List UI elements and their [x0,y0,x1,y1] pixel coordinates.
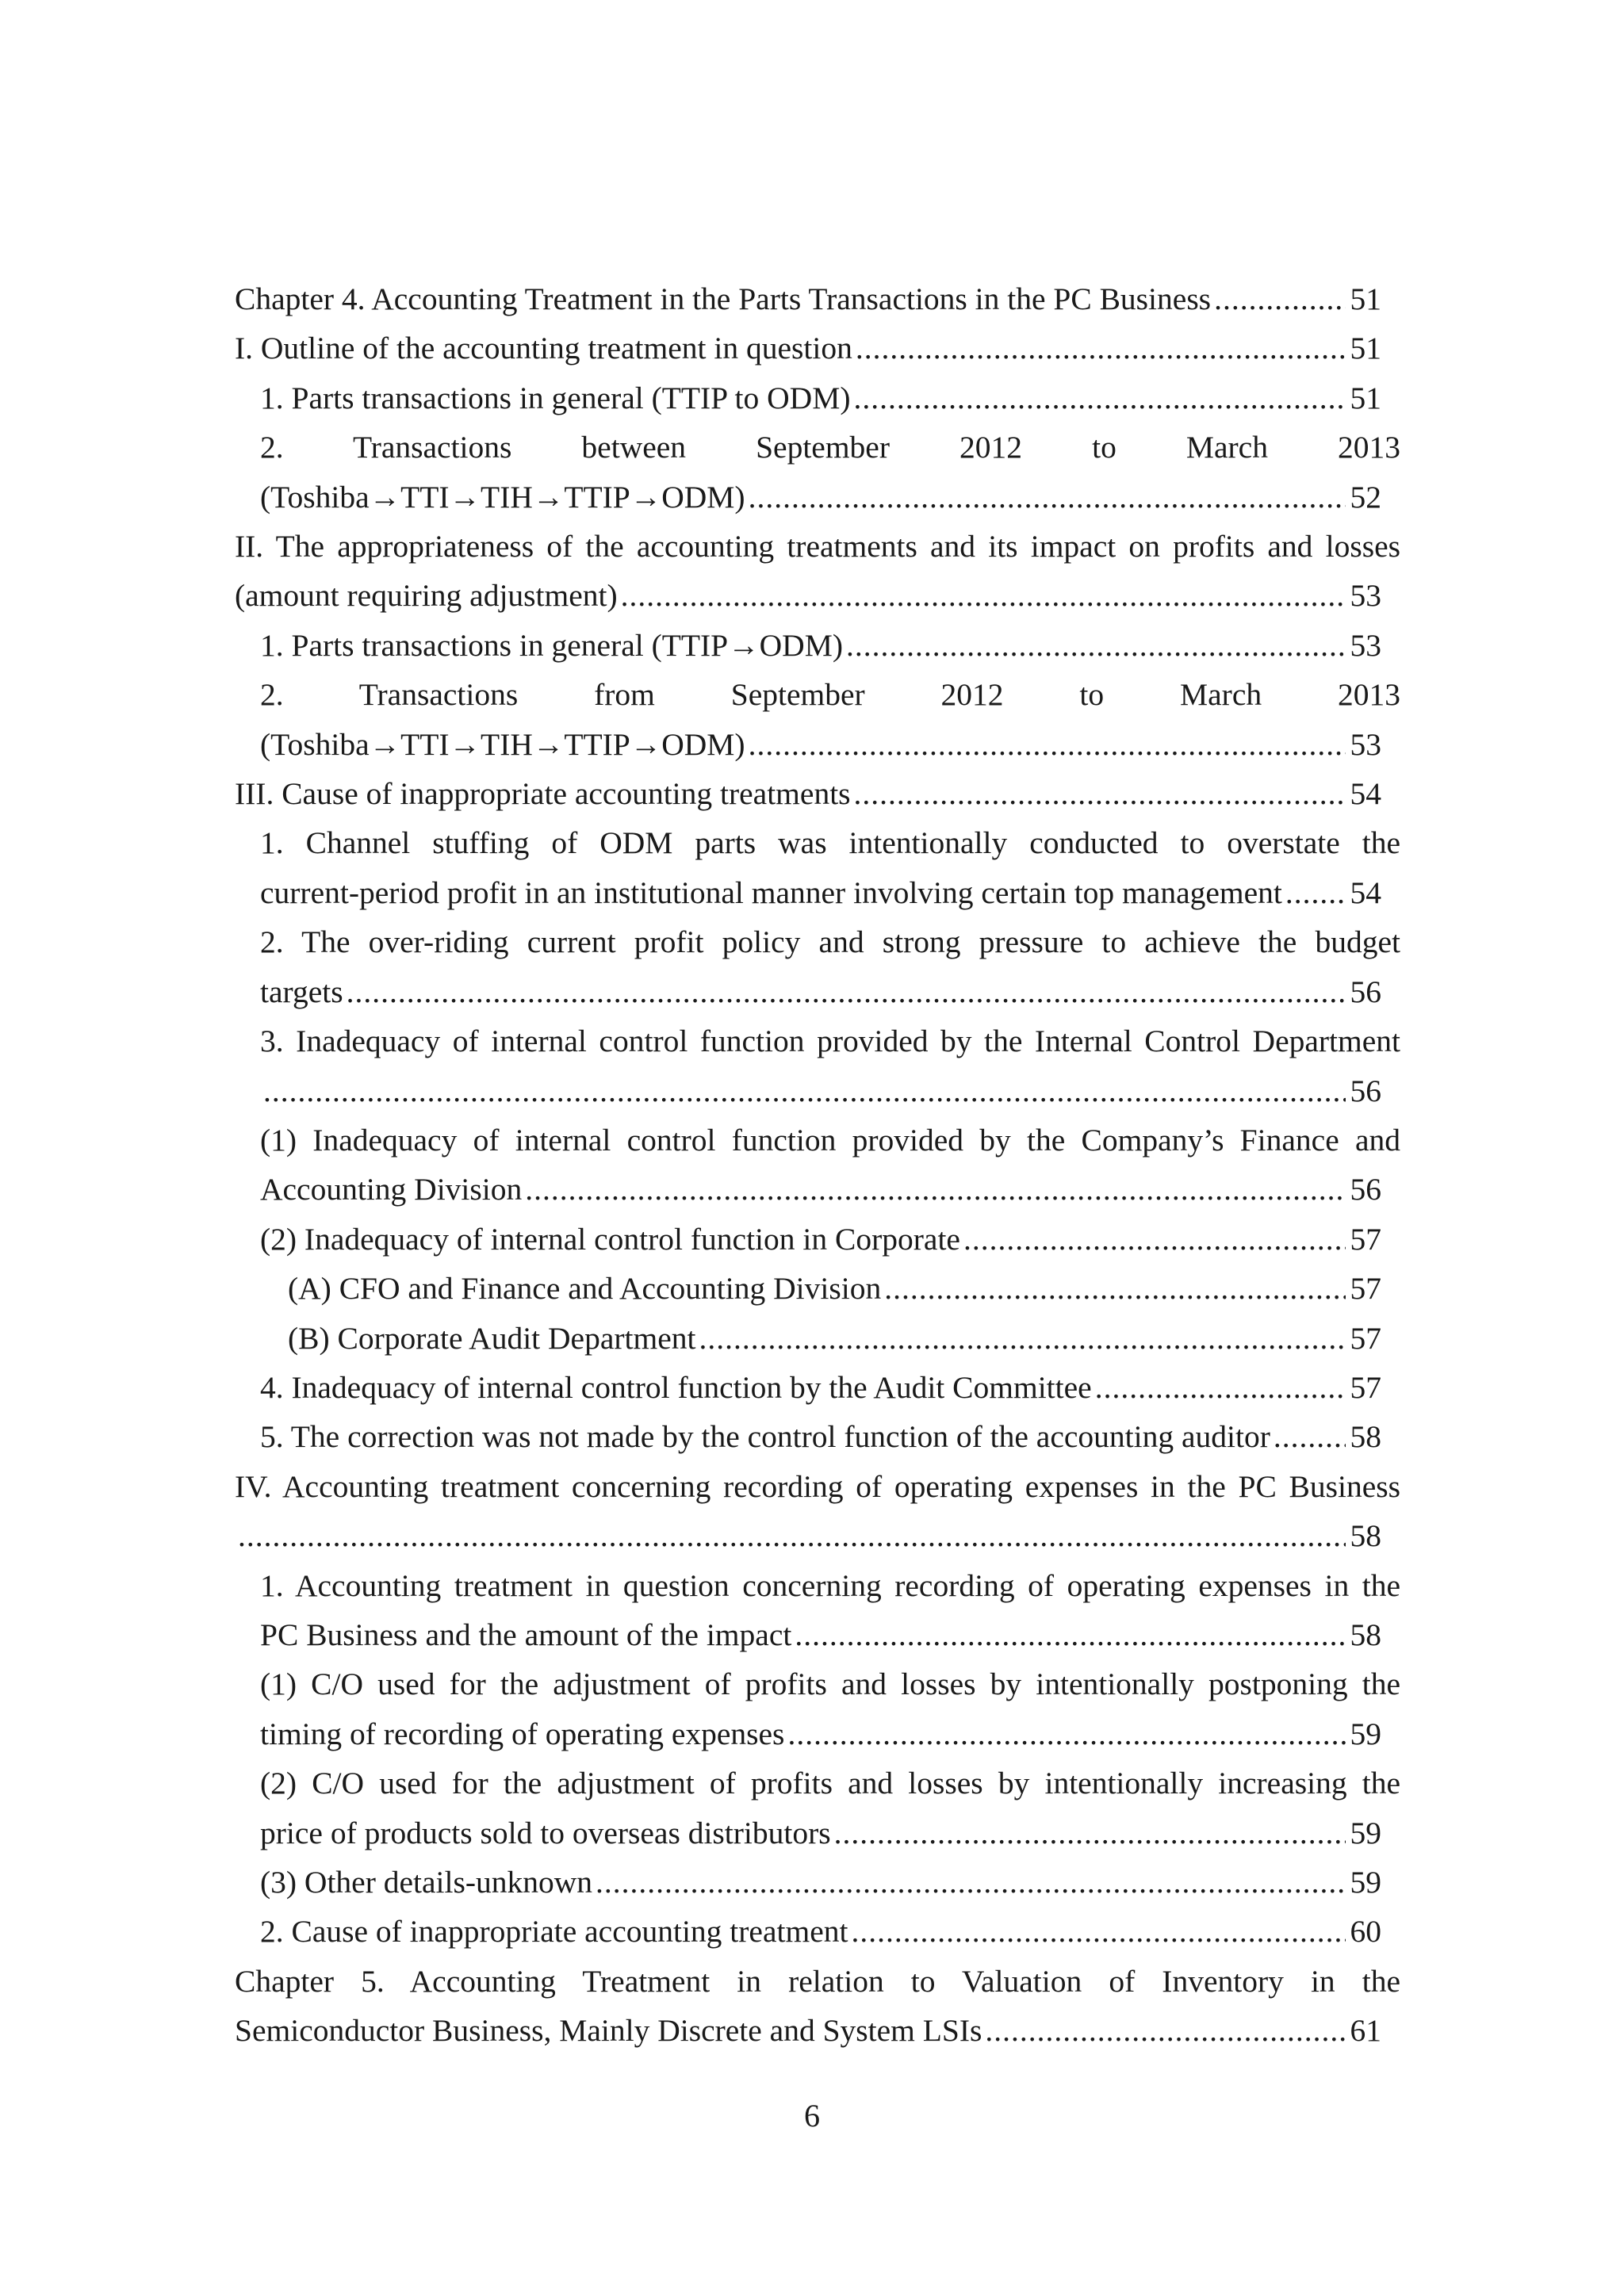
toc-entry-title: III. Cause of inappropriate accounting treatments [235,776,851,812]
toc-entry-title: current-period profit in an institutional manner involving certain top management [260,874,1282,910]
toc-entry-page: 58 [1350,1518,1381,1554]
dot-leader [854,769,1346,818]
toc-entry[interactable] [235,1016,1400,1115]
toc-entry-page: 57 [1350,1320,1381,1356]
toc-entry-title: (Toshiba→TTI→TIH→TTIP→ODM) [260,479,745,515]
dot-leader [263,1066,1346,1115]
toc-entry-title: 4. Inadequacy of internal control function by the Audit Committee [260,1369,1092,1405]
dot-leader [596,1858,1345,1907]
toc-entry-page: 59 [1350,1716,1381,1751]
toc-entry-title-line: 2. The over-riding current profit policy and strong pressure to achieve the budget [260,924,1400,960]
dot-leader [347,967,1346,1016]
dot-leader [856,323,1346,373]
toc-entry[interactable] [235,423,1400,522]
toc-entry-leader-line [288,1264,1400,1313]
page-number: 6 [804,2098,820,2133]
toc-entry[interactable] [235,373,1400,423]
toc-entry-page: 56 [1350,1172,1381,1207]
toc-entry-title: I. Outline of the accounting treatment in question [235,331,852,366]
toc-entry-leader-line [260,1412,1400,1461]
toc-entry-page: 58 [1350,1617,1381,1652]
toc-entry-title: (amount requiring adjustment) [235,578,618,614]
dot-leader [834,1808,1346,1858]
toc-entry[interactable] [235,1264,1400,1313]
toc-entry-title-line: 1. Channel stuffing of ODM parts was intentionally conducted to overstate the [260,825,1400,861]
toc-entry-title-line: 3. Inadequacy of internal control function provided by the Internal Control Department [260,1024,1400,1059]
toc-entry-leader-line [260,1066,1400,1115]
toc-entry[interactable] [235,670,1400,769]
toc-entry-page: 51 [1350,331,1381,366]
toc-entry-title: Chapter 4. Accounting Treatment in the Parts Transactions in the PC Business [235,281,1212,316]
toc-entry[interactable] [235,274,1400,323]
toc-entry-title-line: II. The appropriateness of the accounting treatments and its impact on profits and losses [235,529,1400,564]
toc-entry-leader-line [260,1215,1400,1264]
toc-entry-title: targets [260,974,343,1009]
toc-entry[interactable] [235,917,1400,1016]
toc-entry[interactable] [235,1115,1400,1215]
toc-entry-leader-line [260,373,1400,423]
toc-entry-title: Semiconductor Business, Mainly Discrete and System LSIs [235,2013,982,2049]
toc-entry-title: 5. The correction was not made by the control function of the accounting auditor [260,1419,1270,1455]
toc-entry-leader-line [235,571,1400,620]
toc-entry-leader-line [260,1808,1400,1858]
toc-entry-title-line: IV. Accounting treatment concerning recording of operating expenses in the PC Business [235,1468,1400,1504]
toc-entry-title-line: Chapter 5. Accounting Treatment in relation to Valuation of Inventory in the [235,1963,1400,1999]
toc-entry-title: 1. Parts transactions in general (TTIP to ODM) [260,380,851,415]
toc-entry-leader-line [260,967,1400,1016]
toc-entry-leader-line [235,1511,1400,1560]
dot-leader [985,2006,1345,2055]
dot-leader [238,1511,1346,1560]
toc-entry-page: 61 [1350,2013,1381,2049]
dot-leader [787,1709,1345,1758]
dot-leader [699,1314,1345,1363]
toc-entry-page: 58 [1350,1419,1381,1455]
toc-entry-title: 1. Parts transactions in general (TTIP→ODM) [260,627,843,663]
dot-leader [795,1610,1345,1659]
dot-leader [851,1907,1345,1956]
toc-entry-title-line: (1) Inadequacy of internal control function provided by the Company’s Finance and [260,1122,1400,1158]
toc-entry-title: (3) Other details-unknown [260,1865,593,1900]
toc-entry-leader-line [288,1314,1400,1363]
toc-entry-leader-line [235,2006,1400,2055]
toc-entry-page: 57 [1350,1271,1381,1307]
dot-leader [525,1165,1345,1214]
toc-entry-title: (A) CFO and Finance and Accounting Division [288,1271,882,1307]
toc-entry-page: 57 [1350,1221,1381,1257]
toc-entry-page: 51 [1350,281,1381,316]
toc-entry-page: 53 [1350,578,1381,614]
dot-leader [749,473,1346,522]
toc-entry-leader-line [235,274,1400,323]
toc-entry-title: 2. Cause of inappropriate accounting treatment [260,1914,848,1950]
toc-entry-page: 51 [1350,380,1381,415]
dot-leader [884,1264,1345,1313]
toc-entry-title-line: 2. Transactions from September 2012 to March 2013 [260,677,1400,713]
toc-entry-page: 57 [1350,1369,1381,1405]
dot-leader [1274,1412,1346,1461]
dot-leader [846,621,1346,670]
toc-entry-leader-line [260,1907,1400,1956]
toc-entry-title: timing of recording of operating expenses [260,1716,785,1751]
toc-entry[interactable] [235,1907,1400,1956]
toc-entry-title: (Toshiba→TTI→TIH→TTIP→ODM) [260,726,745,762]
toc-entry-leader-line [260,868,1400,917]
toc-entry-leader-line [260,473,1400,522]
dot-leader [1285,868,1346,917]
toc-entry-page: 59 [1350,1815,1381,1850]
toc-entry-title: PC Business and the amount of the impact [260,1617,792,1652]
dot-leader [1214,274,1345,323]
toc-entry[interactable] [235,818,1400,917]
toc-entry-page: 56 [1350,974,1381,1009]
dot-leader [621,571,1346,620]
dot-leader [1095,1363,1346,1412]
toc-entry[interactable] [235,1858,1400,1907]
toc-entry[interactable] [235,1314,1400,1363]
toc-entry-leader-line [260,720,1400,769]
toc-entry[interactable] [235,621,1400,670]
toc-entry-title-line: 1. Accounting treatment in question concerning recording of operating expenses in the [260,1567,1400,1603]
toc-entry-title: (B) Corporate Audit Department [288,1320,696,1356]
toc-entry[interactable] [235,1561,1400,1660]
toc-entry-leader-line [235,323,1400,373]
toc-entry-title-line: (1) C/O used for the adjustment of profits and losses by intentionally postponing the [260,1667,1400,1702]
toc-entry-title: Accounting Division [260,1172,523,1207]
dot-leader [963,1215,1346,1264]
toc-entry-title: (2) Inadequacy of internal control function in Corporate [260,1221,960,1257]
toc-entry-page: 59 [1350,1865,1381,1900]
dot-leader [853,373,1345,423]
toc-entry-leader-line [260,621,1400,670]
toc-entry-title: price of products sold to overseas distributors [260,1815,831,1850]
toc-entry-page: 60 [1350,1914,1381,1950]
toc-entry-title-line: 2. Transactions between September 2012 to March 2013 [260,430,1400,465]
toc-entry-leader-line [260,1363,1400,1412]
toc-entry-leader-line [235,769,1400,818]
toc-entry-title-line: (2) C/O used for the adjustment of profits and losses by intentionally increasing the [260,1766,1400,1801]
toc-entry[interactable] [235,1659,1400,1758]
toc-entry[interactable] [235,1412,1400,1461]
toc-entry[interactable] [235,1215,1400,1264]
toc-entry-page: 53 [1350,726,1381,762]
toc-entry-page: 54 [1350,776,1381,812]
toc-entry[interactable] [235,1957,1400,2056]
toc-entry[interactable] [235,1363,1400,1412]
dot-leader [749,720,1346,769]
toc-entry[interactable] [235,323,1400,373]
table-of-contents [235,274,1400,2056]
toc-entry-page: 56 [1350,1073,1381,1108]
toc-entry-leader-line [260,1165,1400,1214]
toc-entry-leader-line [260,1610,1400,1659]
toc-entry-page: 54 [1350,874,1381,910]
toc-entry-page: 53 [1350,627,1381,663]
toc-entry-leader-line [260,1709,1400,1758]
toc-entry-leader-line [260,1858,1400,1907]
toc-entry-page: 52 [1350,479,1381,515]
toc-entry[interactable] [235,1462,1400,1561]
toc-entry[interactable] [235,769,1400,818]
toc-entry[interactable] [235,1758,1400,1858]
toc-entry[interactable] [235,522,1400,621]
